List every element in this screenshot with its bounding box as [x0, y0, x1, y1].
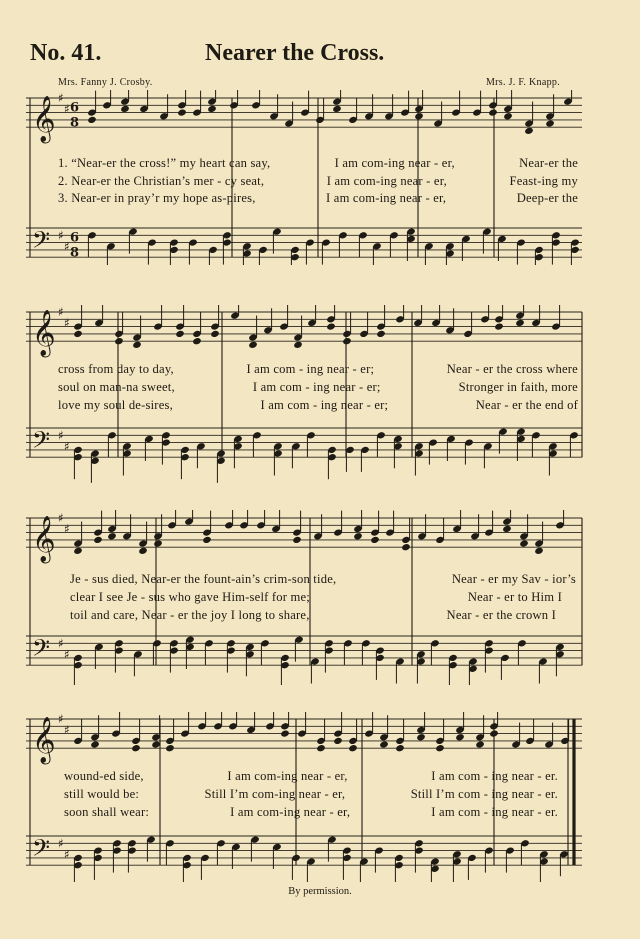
lyric-segment: Near-er the — [519, 156, 578, 170]
lyric-segment: still would be: — [64, 787, 140, 801]
lyric-segment: wound-ed side, — [64, 769, 144, 783]
notehead — [131, 744, 141, 752]
sharp-icon: ♯ — [64, 239, 70, 254]
sharp-icon: ♯ — [64, 521, 70, 536]
notehead — [515, 319, 525, 327]
treble-clef-icon: 𝄞 — [32, 96, 56, 143]
notehead — [414, 112, 424, 120]
notehead — [248, 341, 258, 349]
sharp-icon: ♯ — [58, 305, 64, 319]
notehead — [90, 740, 100, 748]
lyric-line-verse-1 — [58, 362, 578, 377]
notehead — [165, 744, 175, 752]
notehead — [202, 536, 212, 544]
treble-clef-icon: 𝄞 — [32, 516, 56, 563]
notehead — [379, 740, 389, 748]
lyric-segment: toil and care, Near - er the joy I long to share, — [70, 608, 310, 622]
notehead — [455, 733, 465, 741]
music-system-4 — [0, 712, 640, 882]
lyric-line-verse-2 — [58, 380, 578, 395]
lyric-segment: I am com - ing near - er; — [246, 362, 375, 376]
hymn-number: No. 41. — [30, 40, 102, 66]
composer-credit: Mrs. J. F. Knapp. — [485, 77, 560, 88]
lyric-segment: Near - er the end of — [475, 398, 578, 412]
time-signature-digit: 8 — [70, 115, 80, 131]
notehead — [503, 112, 513, 120]
notehead — [192, 337, 202, 345]
notehead — [534, 547, 544, 555]
notehead — [316, 744, 326, 752]
lyricist-credit: Mrs. Fanny J. Crosby. — [58, 77, 153, 88]
lyric-segment: love my soul de-sires, — [58, 398, 173, 412]
treble-clef-icon: 𝄞 — [32, 310, 56, 357]
notehead — [326, 322, 336, 330]
sharp-icon: ♯ — [58, 511, 64, 525]
lyric-segment: Near - er the cross where — [446, 362, 578, 376]
notehead — [73, 547, 83, 555]
lyric-segment: soon shall wear: — [64, 805, 150, 819]
notehead — [524, 127, 534, 135]
sharp-icon: ♯ — [58, 712, 64, 726]
notehead — [475, 740, 485, 748]
notehead — [494, 322, 504, 330]
lyric-segment: I am com-ing near - er, — [334, 156, 455, 170]
notehead — [292, 536, 302, 544]
lyric-segment: Je - sus died, Near-er the fount-ain’s crim-son tide, — [70, 572, 337, 586]
hymn-title: Nearer the Cross. — [205, 40, 385, 66]
lyric-segment: I am com - ing near - er; — [252, 380, 381, 394]
notehead — [175, 330, 185, 338]
lyric-segment: Near - er my Sav - ior’s — [451, 572, 576, 586]
music-system-3 — [0, 510, 640, 685]
lyric-segment: I am com - ing near - er; — [260, 398, 389, 412]
notehead — [107, 532, 117, 540]
notehead — [435, 744, 445, 752]
time-signature-digit: 6 — [70, 100, 80, 116]
lyric-line-verse-2 — [64, 787, 558, 802]
sharp-icon: ♯ — [64, 101, 70, 116]
notehead — [132, 341, 142, 349]
notehead — [138, 547, 148, 555]
music-system-2 — [0, 305, 640, 485]
lyric-segment: I am com-ing near - er, — [227, 769, 348, 783]
lyric-segment: Stronger in faith, more — [458, 380, 578, 394]
notehead — [502, 525, 512, 533]
music-system-1 — [0, 90, 640, 265]
lyric-segment: I am com - ing near - er. — [431, 769, 558, 783]
notehead — [151, 740, 161, 748]
lyric-segment: 2. Near-er the Christian’s mer - cy seat, — [58, 174, 265, 188]
notehead — [73, 330, 83, 338]
time-signature-digit: 8 — [70, 245, 80, 261]
notehead — [353, 532, 363, 540]
lyric-segment: I am com - ing near - er. — [431, 805, 558, 819]
notehead — [280, 729, 290, 737]
notehead — [153, 539, 163, 547]
notehead — [488, 108, 498, 116]
sharp-icon: ♯ — [58, 428, 64, 443]
bass-clef-icon: 𝄢 — [32, 633, 51, 667]
treble-clef-icon: 𝄞 — [32, 717, 56, 764]
permission-note: By permission. — [288, 886, 352, 897]
music-staves-2 — [0, 305, 640, 485]
sharp-icon: ♯ — [64, 847, 70, 862]
notehead — [545, 119, 555, 127]
notehead — [342, 337, 352, 345]
lyric-segment: soul on man-na sweet, — [58, 380, 175, 394]
lyric-line-verse-1 — [64, 769, 558, 784]
notehead — [207, 105, 217, 113]
lyric-line-verse-2 — [70, 590, 562, 605]
notehead — [519, 539, 529, 547]
lyric-segment: I am com-ing near - er, — [230, 805, 351, 819]
sharp-icon: ♯ — [64, 315, 70, 330]
sharp-icon: ♯ — [64, 647, 70, 662]
lyric-line-verse-3 — [70, 608, 556, 623]
notehead — [114, 337, 124, 345]
bass-clef-icon: 𝄢 — [32, 833, 51, 867]
notehead — [177, 108, 187, 116]
notehead — [333, 737, 343, 745]
lyric-line-verse-3 — [64, 805, 558, 820]
sharp-icon: ♯ — [58, 636, 64, 651]
lyric-segment: Still I’m com-ing near - er, — [204, 787, 346, 801]
lyric-segment: I am com-ing near - er, — [326, 174, 447, 188]
notehead — [395, 744, 405, 752]
lyric-segment: Deep-er the — [516, 191, 578, 205]
time-signature-digit: 6 — [70, 230, 80, 246]
lyric-segment: Still I’m com - ing near - er. — [410, 787, 558, 801]
notehead — [348, 744, 358, 752]
notehead — [332, 105, 342, 113]
lyric-segment: Near - er the crown I — [446, 608, 556, 622]
notehead — [401, 543, 411, 551]
notehead — [87, 116, 97, 124]
lyric-segment: 3. Near-er in pray’r my hope as-pires, — [58, 191, 256, 205]
notehead — [376, 330, 386, 338]
sharp-icon: ♯ — [64, 722, 70, 737]
lyric-segment: 1. “Near-er the cross!” my heart can say, — [58, 156, 271, 170]
sharp-icon: ♯ — [64, 439, 70, 454]
notehead — [416, 733, 426, 741]
lyric-segment: cross from day to day, — [58, 362, 174, 376]
bass-clef-icon: 𝄢 — [32, 425, 51, 459]
lyric-line-verse-1 — [58, 156, 578, 171]
bass-clef-icon: 𝄢 — [32, 225, 51, 259]
notehead — [120, 105, 130, 113]
lyric-segment: Near - er to Him I — [467, 590, 562, 604]
sharp-icon: ♯ — [58, 91, 64, 105]
sharp-icon: ♯ — [58, 228, 64, 243]
lyric-line-verse-2 — [58, 174, 578, 189]
lyric-segment: Feast-ing my — [509, 174, 578, 188]
notehead — [370, 536, 380, 544]
lyric-segment: I am com-ing near - er, — [326, 191, 447, 205]
lyric-segment: clear I see Je - sus who gave Him-self for me; — [70, 590, 311, 604]
notehead — [93, 536, 103, 544]
lyric-line-verse-1 — [70, 572, 576, 587]
lyric-line-verse-3 — [58, 398, 578, 413]
sharp-icon: ♯ — [58, 836, 64, 851]
notehead — [210, 330, 220, 338]
notehead — [293, 341, 303, 349]
lyric-line-verse-3 — [58, 191, 578, 206]
